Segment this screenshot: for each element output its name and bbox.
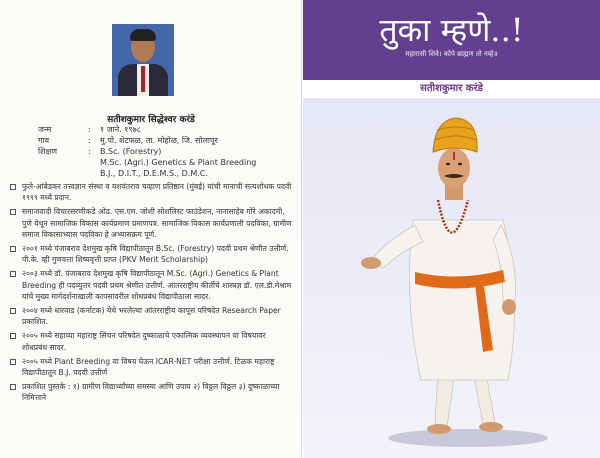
author-photo [112,24,174,96]
bio-key: शिक्षण [38,147,58,156]
bio-key: गाव [38,136,50,145]
list-item: फुले-आंबेडकर तत्त्वज्ञान संस्था व यशवंतराव चव्हाण प्रतिष्ठान (मुंबई) यांची मानाची सत्यशोधक पदवी १९९९ मध्ये प्रदान. [10,181,292,203]
bio-value: B.Sc. (Forestry) [100,147,162,156]
author-full-name: सतीशकुमार सिद्धेश्वर करंडे [107,115,195,125]
cover-author-name: सतीशकुमार करंडे [303,80,600,98]
list-item: २००३ मध्ये डॉ. पंजाबराव देशमुख कृषि विद्यापीठातून M.Sc. (Agri.) Genetics & Plant Breeding ही पदव्युत्तर पदवी प्रथम श्रेणीत उत्तीर्ण. आंतरराष्ट्रीय कीर्तीचे शास्त्रज्ञ डॉ. एल.डी.मेश्राम यांचे मुख्य मार्गदर्शनाखाली कापसावरील शोधप्रबंध विद्यापीठाला सादर. [10,268,292,302]
square-bullet-icon [10,209,16,215]
bio-row-birth: जन्म : १ जाने. १९७८ [38,125,141,134]
list-item: २००४ मध्ये धारवाड (कर्नाटक) येथे भरलेल्या आंतरराष्ट्रीय कापूस परिषदेत Research Paper प्रकाशित. [10,305,292,327]
author-bio [38,124,256,179]
front-cover-page [303,0,600,458]
square-bullet-icon [10,333,16,339]
bio-key: जन्म [38,125,52,134]
square-bullet-icon [10,271,16,277]
list-item: प्रकाशित पुस्तके : १) ग्रामीण विद्यार्थ्यांच्या समस्या आणि उपाय २) विठ्ठल विठ्ठल ३) दुष्काळाच्या निमित्ताने [10,381,292,403]
square-bullet-icon [10,359,16,365]
book-title: तुका म्हणे..! [379,11,524,49]
list-item: २००५ मध्ये Plant Breeding या विषय घेऊन ICAR-NET परीक्षा उत्तीर्ण. टिळक महाराष्ट्र विद्यापीठातून B.J. पदवी उत्तीर्ण [10,356,292,378]
bio-value: १ जाने. १९७८ [100,125,141,134]
saint-tukaram-illustration [343,100,583,450]
bio-value: मु.पो. शेटफळ, ता. मोहोळ, जि. सोलापूर [100,136,218,145]
degree-line: B.J., D.I.T., D.E.M.S., D.M.C. [100,169,208,178]
bio-row-education: शिक्षण : B.Sc. (Forestry) [38,147,162,156]
achievements-list [10,181,292,407]
degree-line: M.Sc. (Agri.) Genetics & Plant Breeding [100,158,257,167]
bio-row-village: गाव : मु.पो. शेटफळ, ता. मोहोळ, जि. सोलापूर [38,136,218,145]
book-subtitle: महारासी शिवे। कोपे ब्राह्मण तो नव्हे॥ [405,50,498,58]
square-bullet-icon [10,184,16,190]
list-item: समाजवादी विचारसरणीकडे ओढ. एस.एम. जोशी सोशलिस्ट फाउंडेशन, नानासाहेब गोरे अकादमी, पुणे येथून सामाजिक विकास कार्यप्रमाण प्रमाणपत्र. सामाजिक विकास कार्यप्रणाली पदविका, ग्रामीण समाज विकासाभ्यास पदविका हे अभ्यासक्रम पूर्ण. [10,206,292,240]
square-bullet-icon [10,384,16,390]
list-item: २००१ मध्ये पंजाबराव देशमुख कृषि विद्यापीठातून B.Sc. (Forestry) पदवी प्रथम श्रेणीत उत्तीर्ण. पी.के. व्ही गुणवत्ता शिष्यवृत्ती प्राप्त (PKV Merit Scholarship) [10,243,292,265]
square-bullet-icon [10,308,16,314]
list-item: २००५ मध्ये सहाव्या महाराष्ट्र सिंचन परिषदेत दुष्काळाचे एकात्मिक व्यवस्थापन या विषयावर शोधप्रबंध सादर. [10,330,292,352]
square-bullet-icon [10,246,16,252]
